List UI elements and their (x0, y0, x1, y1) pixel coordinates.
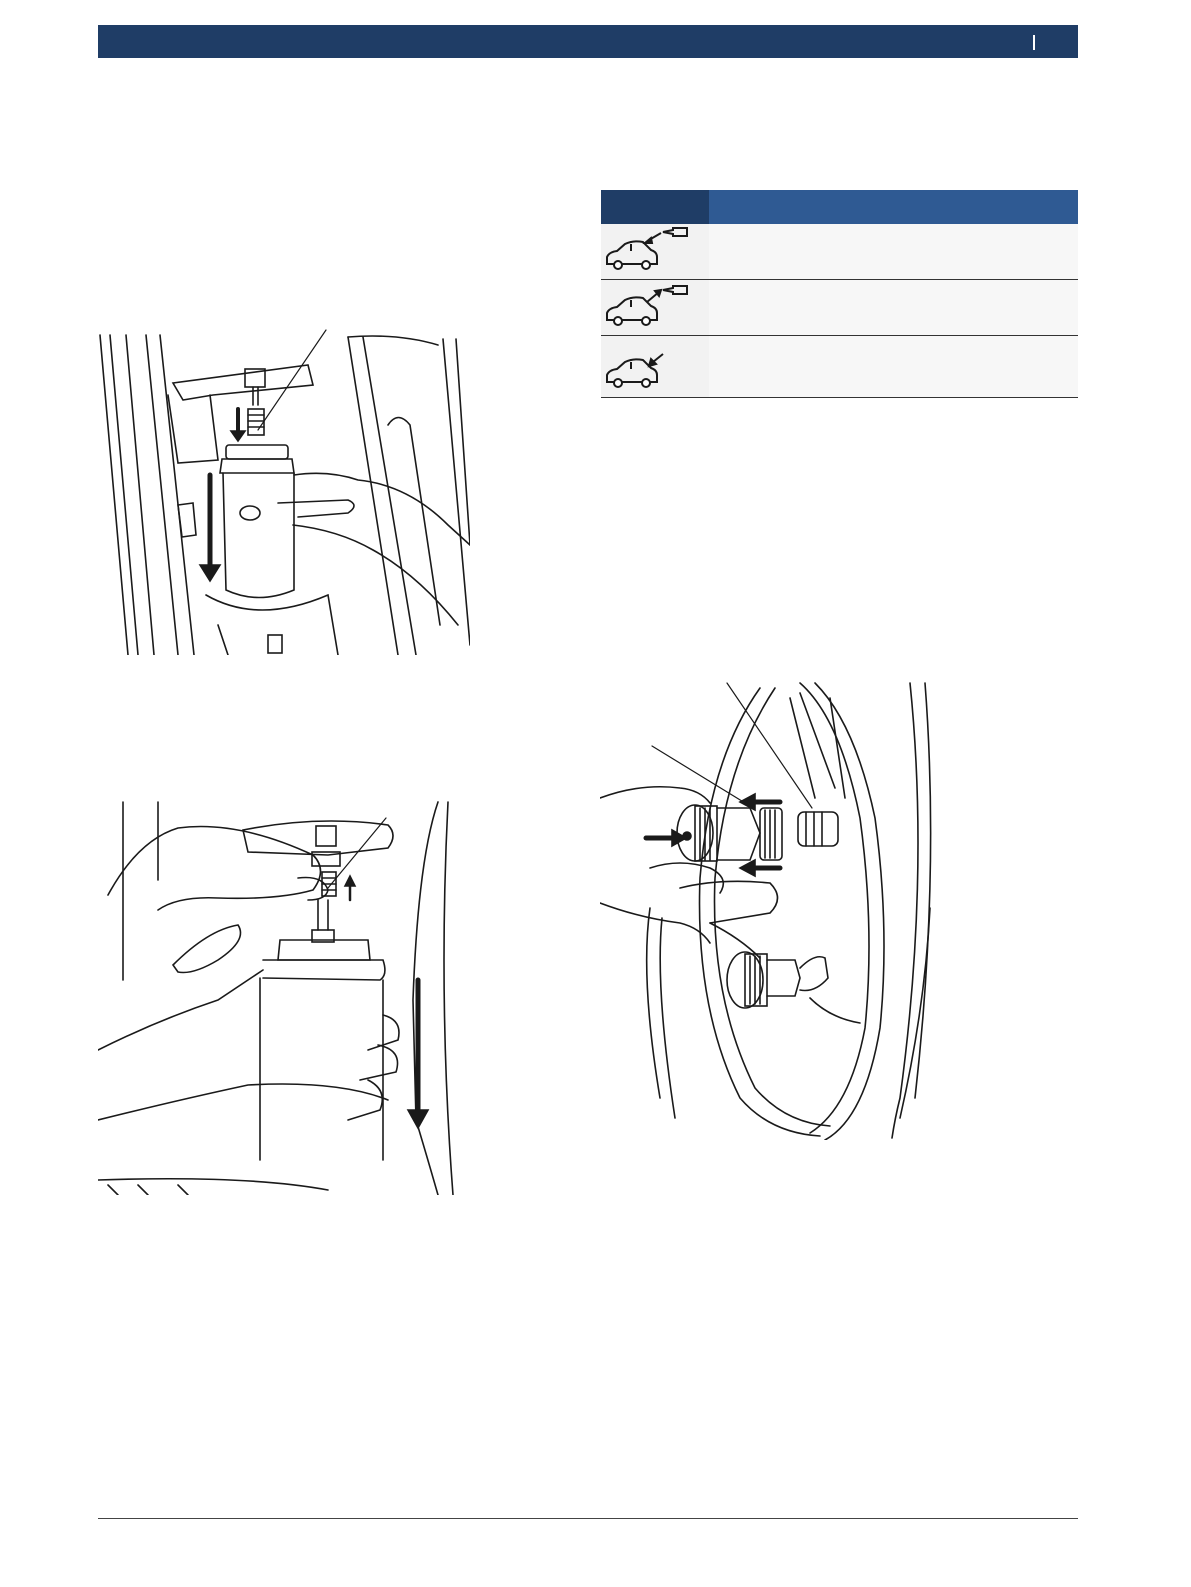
service-coupler-connection-illustration (600, 678, 935, 1140)
table-row (601, 280, 1078, 336)
table-header-cell-description (709, 190, 1078, 224)
table-cell-icon (601, 280, 709, 336)
table-header-cell-icon (601, 190, 709, 224)
header-separator (1033, 35, 1035, 50)
table-cell-description (709, 336, 1078, 398)
table-cell-icon (601, 224, 709, 280)
table-row (601, 336, 1078, 398)
operating-mode-table (601, 190, 1078, 398)
table-row (601, 224, 1078, 280)
table-header-row (601, 190, 1078, 224)
car-refrigerant-out-icon (601, 280, 701, 330)
footer-rule (98, 1518, 1078, 1519)
table-cell-description (709, 224, 1078, 280)
oil-bottle-attach-illustration (98, 800, 470, 1195)
table-cell-icon (601, 336, 709, 398)
car-refrigerant-in-icon (601, 224, 701, 274)
oil-bottle-removal-illustration (98, 325, 470, 655)
table-cell-description (709, 280, 1078, 336)
header-bar (98, 25, 1078, 58)
car-arrow-in-icon (601, 336, 701, 392)
